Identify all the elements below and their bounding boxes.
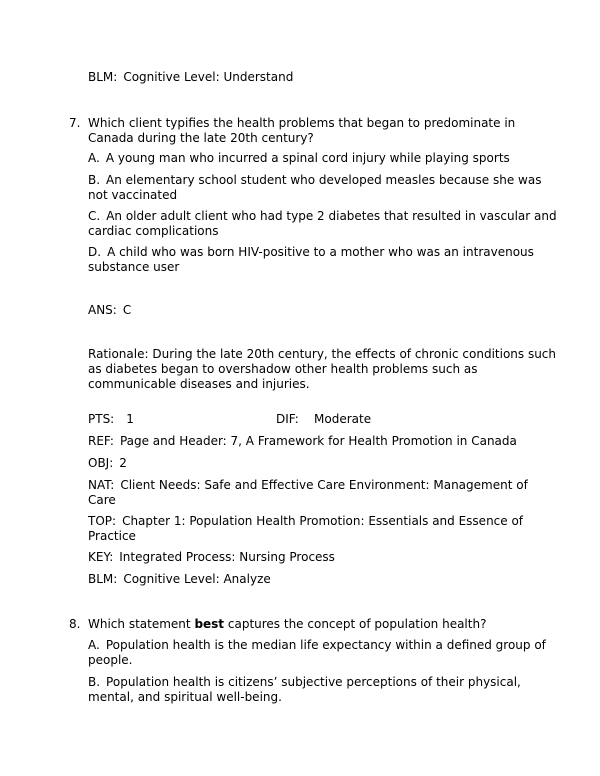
blm-line xyxy=(88,572,271,587)
top-blm-line xyxy=(88,70,293,85)
question-7-option-c-line-2: cardiac complications xyxy=(88,224,219,238)
question-8-option-b-line-1 xyxy=(88,675,521,690)
ref-line xyxy=(88,434,517,449)
option-text: An elementary school student who developed measles because she was xyxy=(106,173,542,187)
question-8-stem xyxy=(88,617,486,632)
question-7-option-d-line-1 xyxy=(88,245,534,260)
question-8-option-a-line-1 xyxy=(88,638,546,653)
question-7-number: 7. xyxy=(69,116,81,130)
option-text: Population health is the median life expectancy within a defined group of xyxy=(105,638,546,652)
blm-value: Cognitive Level: Understand xyxy=(123,70,294,84)
option-letter: A. xyxy=(88,638,100,652)
pts-value: 1 xyxy=(126,412,134,426)
rationale-line-2: as diabetes began to overshadow other health problems such as xyxy=(88,362,478,376)
key-label: KEY: xyxy=(88,550,114,564)
option-letter: C. xyxy=(88,209,101,223)
option-text: Population health is citizens’ subjective perceptions of their physical, xyxy=(106,675,521,689)
obj-label: OBJ: xyxy=(88,456,114,470)
question-7-option-c-line-1 xyxy=(88,209,557,224)
option-text: A child who was born HIV-positive to a mother who was an intravenous xyxy=(107,245,534,259)
nat-label: NAT: xyxy=(88,478,115,492)
blm-label: BLM: xyxy=(88,572,118,586)
top-line-1 xyxy=(88,514,523,529)
question-8-number: 8. xyxy=(69,617,81,631)
ref-value: Page and Header: 7, A Framework for Health Promotion in Canada xyxy=(119,434,517,448)
stem-before: Which statement xyxy=(88,617,191,631)
dif-value: Moderate xyxy=(314,412,372,426)
key-value: Integrated Process: Nursing Process xyxy=(119,550,335,564)
blm-label: BLM: xyxy=(88,70,118,84)
stem-bold-word: best xyxy=(194,617,225,631)
top-label: TOP: xyxy=(88,514,117,528)
ans-label: ANS: xyxy=(88,303,117,317)
top-line-2: Practice xyxy=(88,529,136,543)
key-line xyxy=(88,550,335,565)
nat-line-2: Care xyxy=(88,493,116,507)
obj-line xyxy=(88,456,127,471)
rationale-line-3: communicable diseases and injuries. xyxy=(88,377,310,391)
question-7-option-d-line-2: substance user xyxy=(88,260,180,274)
option-text: A young man who incurred a spinal cord injury while playing sports xyxy=(105,151,510,165)
ans-value: C xyxy=(122,303,132,317)
obj-value: 2 xyxy=(119,456,127,470)
dif-label: DIF: xyxy=(276,412,299,426)
question-7-stem-line-1: Which client typifies the health problems that began to predominate in xyxy=(88,116,516,130)
option-letter: B. xyxy=(88,675,101,689)
question-7-option-b-line-1 xyxy=(88,173,541,188)
blm-value: Cognitive Level: Analyze xyxy=(123,572,271,586)
question-7-option-b-line-2: not vaccinated xyxy=(88,188,178,202)
pts-dif-line xyxy=(88,412,388,427)
question-8-option-a-line-2: people. xyxy=(88,653,133,667)
nat-value: Client Needs: Safe and Effective Care Environment: Management of xyxy=(120,478,528,492)
top-value: Chapter 1: Population Health Promotion: Essentials and Essence of xyxy=(122,514,524,528)
stem-after: captures the concept of population health? xyxy=(227,617,487,631)
option-letter: A. xyxy=(88,151,100,165)
question-7-option-a xyxy=(88,151,510,166)
option-letter: D. xyxy=(88,245,102,259)
question-7-stem-line-2: Canada during the late 20th century? xyxy=(88,131,314,145)
ref-label: REF: xyxy=(88,434,114,448)
option-letter: B. xyxy=(88,173,101,187)
question-7-answer xyxy=(88,303,131,318)
nat-line-1 xyxy=(88,478,528,493)
rationale-line-1: Rationale: During the late 20th century, the effects of chronic conditions such xyxy=(88,347,557,361)
option-text: An older adult client who had type 2 diabetes that resulted in vascular and xyxy=(106,209,557,223)
pts-label: PTS: xyxy=(88,412,115,426)
question-8-option-b-line-2: mental, and spiritual well-being. xyxy=(88,690,282,704)
